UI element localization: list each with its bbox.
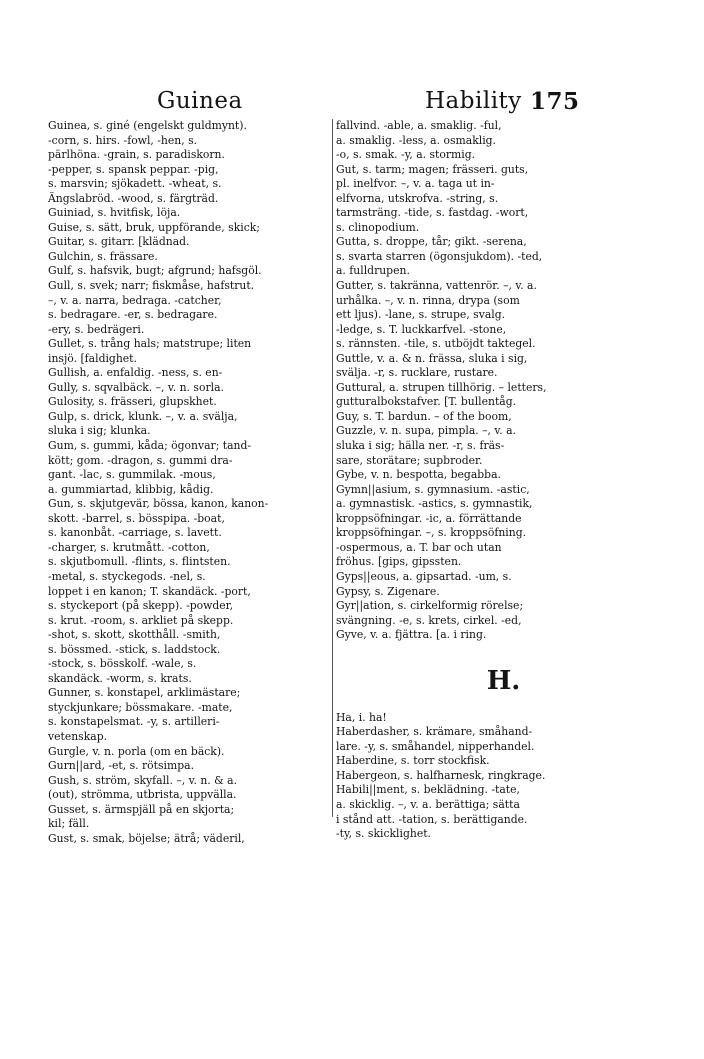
entry-line: Gunner, s. konstapel, arklimästare; xyxy=(48,686,241,700)
entry-line: Gybe, v. n. bespotta, begabba. xyxy=(336,468,501,482)
entry-line: insjö. [faldighet. xyxy=(48,351,137,365)
entry-line: Gypsy, s. Zigenare. xyxy=(336,584,440,598)
entry-line: -shot, s. skott, skotthåll. -smith, xyxy=(48,628,221,642)
entry-line: Gut, s. tarm; magen; frässeri. guts, xyxy=(336,162,529,176)
entry-line: svälja. -r, s. rucklare, rustare. xyxy=(336,366,498,380)
entry-line: kil; fäll. xyxy=(48,817,90,831)
entry-line: Gun, s. skjutgevär, bössa, kanon, kanon- xyxy=(48,497,269,511)
entry-line: Gulosity, s. frässeri, glupskhet. xyxy=(48,395,217,409)
entry-line: -metal, s. styckegods. -nel, s. xyxy=(48,569,206,583)
entry-line: sluka i sig; hälla ner. -r, s. fräs- xyxy=(336,439,505,453)
entry-line: s. svarta starren (ögonsjukdom). -ted, xyxy=(336,249,543,263)
entry-line: Guinea, s. giné (engelskt guldmynt). xyxy=(48,119,247,132)
entry-line: urhålka. –, v. n. rinna, drypa (som xyxy=(336,293,520,307)
entry-line: s. bedragare. -er, s. bedragare. xyxy=(48,308,218,322)
entry-line: gutturalbokstafver. [T. bullentåg. xyxy=(336,395,517,409)
entry-line: pl. inelfvor. –, v. a. taga ut in- xyxy=(336,177,495,191)
entry-line: Gulp, s. drick, klunk. –, v. a. svälja, xyxy=(48,409,238,423)
entry-line: Gullet, s. trång hals; matstrupe; liten xyxy=(48,337,252,351)
entry-line: fallvind. -able, a. smaklig. -ful, xyxy=(336,119,502,132)
running-head-left: Guinea xyxy=(157,88,243,114)
entry-line: kroppsöfningar. -ic, a. förrättande xyxy=(336,511,522,525)
entry-line: Gurgle, v. n. porla (om en bäck). xyxy=(48,744,225,758)
entry-line: gant. -lac, s. gummilak. -mous, xyxy=(48,468,216,482)
entry-line: Gullish, a. enfaldig. -ness, s. en- xyxy=(48,366,223,380)
running-head-center: Hability xyxy=(425,88,522,114)
entry-line: Gyps||eous, a. gipsartad. -um, s. xyxy=(336,569,512,583)
entry-line: Guy, s. T. bardun. – of the boom, xyxy=(336,409,512,423)
entry-line: Gurn||ard, -et, s. rötsimpa. xyxy=(48,759,195,773)
entry-line: Guzzle, v. n. supa, pimpla. –, v. a. xyxy=(336,424,516,438)
entry-line: i stånd att. -tation, s. berättigande. xyxy=(336,812,528,826)
entry-line: a. skicklig. –, v. a. berättiga; sätta xyxy=(336,797,520,811)
entry-line: styckjunkare; bössmakare. -mate, xyxy=(48,700,233,714)
entry-line: Gull, s. svek; narr; fiskmåse, hafstrut. xyxy=(48,279,255,293)
right-column-entries xyxy=(336,119,671,643)
entry-line: -ery, s. bedrägeri. xyxy=(48,322,145,336)
entry-line: Gutter, s. takränna, vattenrör. –, v. a. xyxy=(336,279,537,293)
entry-line: skott. -barrel, s. bösspipa. -boat, xyxy=(48,511,225,525)
entry-line: a. gummiartad, klibbig, kådig. xyxy=(48,482,214,496)
entry-line: -ledge, s. T. luckkarfvel. -stone, xyxy=(336,322,507,336)
right-column xyxy=(336,119,671,842)
entry-line: -pepper, s. spansk peppar. -pig, xyxy=(48,162,219,176)
page-number: 175 xyxy=(530,88,580,115)
entry-line: s. styckeport (på skepp). -powder, xyxy=(48,599,234,613)
entry-line: Guttural, a. strupen tillhörig. – letters, xyxy=(336,380,547,394)
entry-line: -stock, s. bösskolf. -wale, s. xyxy=(48,657,197,671)
entry-line: a. smaklig. -less, a. osmaklig. xyxy=(336,133,496,147)
entry-line: Guttle, v. a. & n. frässa, sluka i sig, xyxy=(336,351,528,365)
entry-line: tarmsträng. -tide, s. fastdag. -wort, xyxy=(336,206,529,220)
entry-line: kroppsöfningar. –, s. kroppsöfning. xyxy=(336,526,527,540)
entry-line: Ängslabröd. -wood, s. färgträd. xyxy=(48,191,219,205)
entry-line: vetenskap. xyxy=(48,729,108,743)
entry-line: Gum, s. gummi, kåda; ögonvar; tand- xyxy=(48,439,252,453)
entry-line: ett ljus). -lane, s. strupe, svalg. xyxy=(336,308,506,322)
entry-line: s. kanonbåt. -carriage, s. lavett. xyxy=(48,526,222,540)
entry-line: sluka i sig; klunka. xyxy=(48,424,151,438)
entry-line: -o, s. smak. -y, a. stormig. xyxy=(336,148,476,162)
entry-line: Gymn||asium, s. gymnasium. -astic, xyxy=(336,482,530,496)
entry-line: Habili||ment, s. beklädning. -tate, xyxy=(336,783,520,797)
entry-line: elfvorna, utskrofva. -string, s. xyxy=(336,191,499,205)
left-column xyxy=(48,119,378,846)
entry-line: s. clinopodium. xyxy=(336,220,420,234)
entry-line: Gyve, v. a. fjättra. [a. i ring. xyxy=(336,628,487,642)
entry-line: fröhus. [gips, gipssten. xyxy=(336,555,462,569)
entry-line: s. rännsten. -tile, s. utböjdt taktegel. xyxy=(336,337,536,351)
entry-line: a. fulldrupen. xyxy=(336,264,410,278)
entry-line: loppet i en kanon; T. skandäck. -port, xyxy=(48,584,251,598)
entry-line: Gust, s. smak, böjelse; ätrå; väderil, xyxy=(48,831,245,845)
entry-line: s. bössmed. -stick, s. laddstock. xyxy=(48,642,221,656)
entry-line: Gulf, s. hafsvik, bugt; afgrund; hafsgöl. xyxy=(48,264,262,278)
entry-line: Gulchin, s. frässare. xyxy=(48,249,158,263)
entry-line: s. skjutbomull. -flints, s. flintsten. xyxy=(48,555,231,569)
entry-line: (out), strömma, utbrista, uppvälla. xyxy=(48,788,237,802)
entry-line: Guitar, s. gitarr. [klädnad. xyxy=(48,235,190,249)
entry-line: Habergeon, s. halfharnesk, ringkrage. xyxy=(336,768,546,782)
entry-line: Gyr||ation, s. cirkelformig rörelse; xyxy=(336,599,524,613)
entry-line: Guiniad, s. hvitfisk, löja. xyxy=(48,206,181,220)
section-letter: H. xyxy=(486,665,521,696)
entry-line: Gusset, s. ärmspjäll på en skjorta; xyxy=(48,802,235,816)
entry-line: Gush, s. ström, skyfall. –, v. n. & a. xyxy=(48,773,238,787)
entry-line: a. gymnastisk. -astics, s. gymnastik, xyxy=(336,497,533,511)
entry-line: s. krut. -room, s. arkliet på skepp. xyxy=(48,613,234,627)
entry-line: -corn, s. hirs. -fowl, -hen, s. xyxy=(48,133,198,147)
entry-line: lare. -y, s. småhandel, nipperhandel. xyxy=(336,739,535,753)
entry-line: sare, storätare; supbroder. xyxy=(336,453,483,467)
entry-line: –, v. a. narra, bedraga. -catcher, xyxy=(48,293,222,307)
entry-line: skandäck. -worm, s. krats. xyxy=(48,671,192,685)
entry-line: kött; gom. -dragon, s. gummi dra- xyxy=(48,453,233,467)
entry-line: -ospermous, a. T. bar och utan xyxy=(336,540,502,554)
entry-line: Haberdine, s. torr stockfisk. xyxy=(336,754,490,768)
entry-line: Guise, s. sätt, bruk, uppförande, skick; xyxy=(48,220,260,234)
entry-line: s. konstapelsmat. -y, s. artilleri- xyxy=(48,715,220,729)
entry-line: -charger, s. krutmått. -cotton, xyxy=(48,540,210,554)
right-column-h-entries xyxy=(336,711,671,842)
entry-line: svängning. -e, s. krets, cirkel. -ed, xyxy=(336,613,522,627)
entry-line: Gutta, s. droppe, tår; gikt. -serena, xyxy=(336,235,527,249)
entry-line: Haberdasher, s. krämare, småhand- xyxy=(336,725,533,739)
entry-line: s. marsvin; sjökadett. -wheat, s. xyxy=(48,177,222,191)
entry-line: Gully, s. sqvalbäck. –, v. n. sorla. xyxy=(48,380,224,394)
entry-line: pärlhöna. -grain, s. paradiskorn. xyxy=(48,148,225,162)
entry-line: -ty, s. skicklighet. xyxy=(336,827,431,841)
entry-line: Ha, i. ha! xyxy=(336,710,387,724)
